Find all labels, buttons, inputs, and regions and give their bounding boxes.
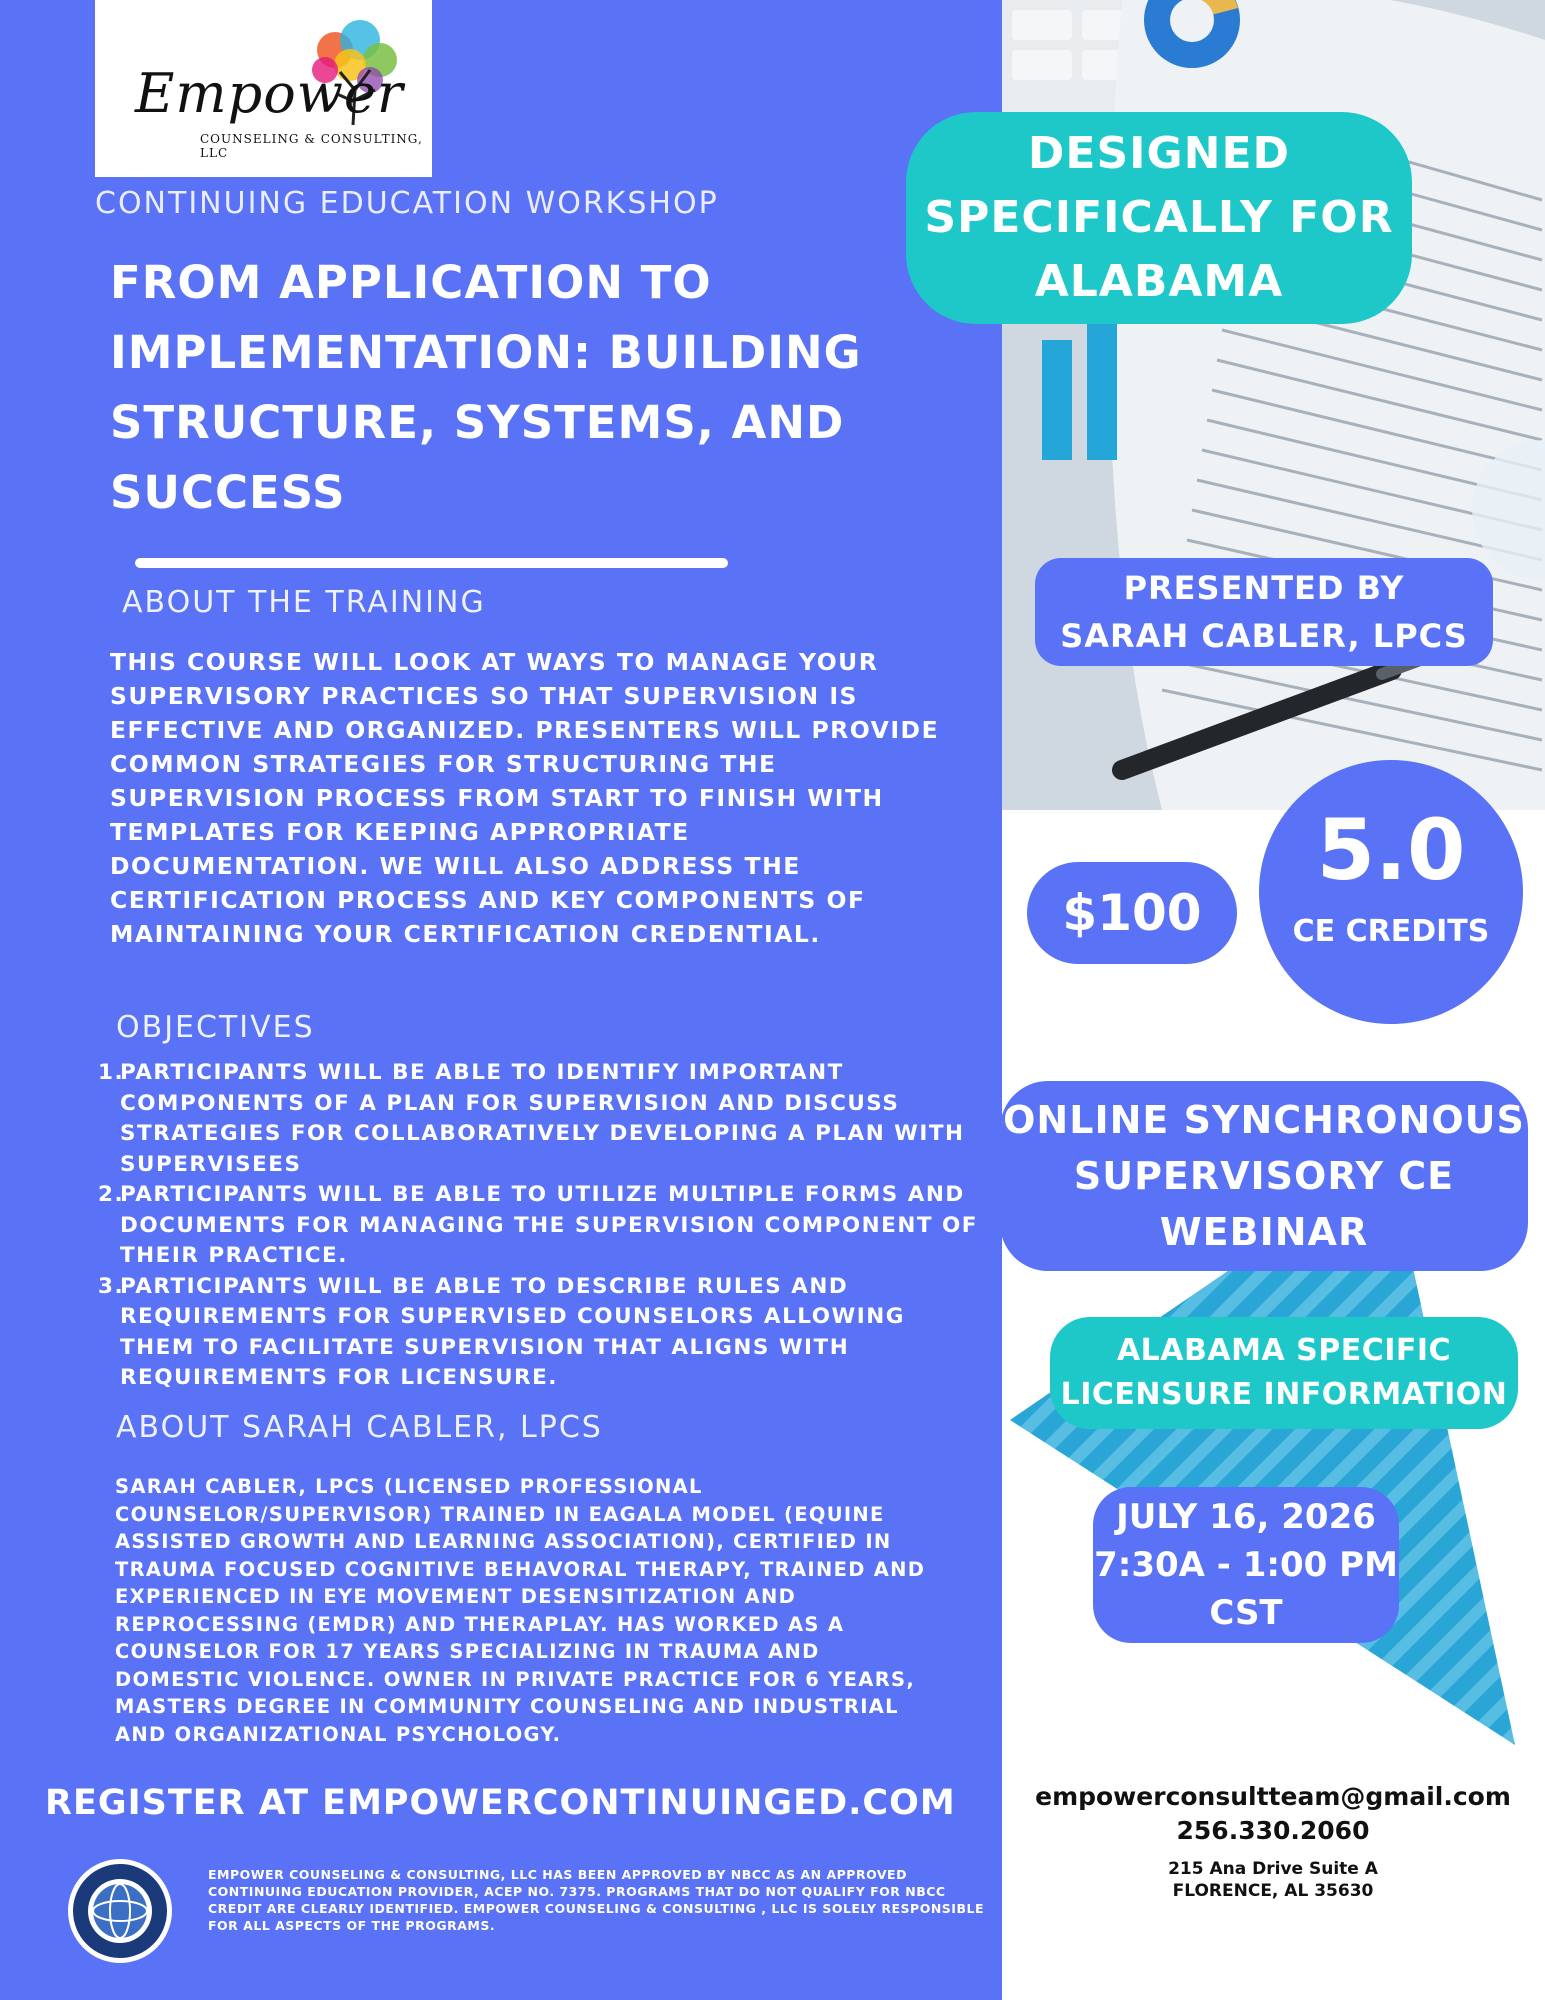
contact-block [1008,1780,1538,1902]
objective-item [98,1272,978,1394]
workshop-title: FROM APPLICATION TO IMPLEMENTATION: BUILDING STRUCTURE, SYSTEMS, AND SUCCESS [110,256,862,519]
alabama-licensure-badge [1050,1317,1518,1429]
bio-heading: ABOUT SARAH CABLER, LPCS [116,1410,603,1445]
presented-by-label: PRESENTED BY [1123,569,1405,607]
logo-subtitle: COUNSELING & CONSULTING, LLC [200,132,423,160]
contact-address-line-2: FLORENCE, AL 35630 [1172,1881,1374,1901]
specific-line-2: LICENSURE INFORMATION [1060,1377,1508,1412]
logo-wordmark: Empower [135,62,404,125]
objectives-list [98,1058,978,1394]
bio-text: SARAH CABLER, LPCS (LICENSED PROFESSIONAL COUNSELOR/SUPERVISOR) TRAINED IN EAGALA MODEL (EQUINE ASSISTED GROWTH AND LEARNING ASSOCIATION), CERTIFIED IN TRAUMA FOCUSED COGNITIVE BEHAVORAL THERAPY, TRAINED AND EXPERIENCED IN EYE MOVEMENT DESENSITIZATION AND REPROCESSING (EMDR) AND THERAPLAY. HAS WORKED AS A COUNSELOR FOR 17 YEARS SPECIALIZING IN TRAUMA AND DOMESTIC VIOLENCE. OWNER IN PRIVATE PRACTICE FOR 6 YEARS, MASTERS DEGREE IN COMMUNITY COUNSELING AND INDUSTRIAL AND ORGANIZATIONAL PSYCHOLOGY. [115,1475,926,1746]
presenter-badge [1035,558,1493,666]
event-timezone: CST [1209,1593,1283,1633]
contact-email[interactable]: empowerconsultteam@gmail.com [1035,1782,1511,1811]
objective-item [98,1180,978,1272]
price-badge: $100 [1027,862,1237,964]
objective-text: PARTICIPANTS WILL BE ABLE TO UTILIZE MULTIPLE FORMS AND DOCUMENTS FOR MANAGING THE SUPERVISION COMPONENT OF THEIR PRACTICE. [120,1182,978,1268]
ce-credits-badge [1259,760,1523,1024]
objective-text: PARTICIPANTS WILL BE ABLE TO IDENTIFY IMPORTANT COMPONENTS OF A PLAN FOR SUPERVISION AND DISCUSS STRATEGIES FOR COLLABORATIVELY DEVELOPING A PLAN WITH SUPERVISEES [120,1060,965,1177]
title-divider [135,558,728,568]
credits-label: CE CREDITS [1292,914,1490,949]
event-date-badge [1093,1487,1399,1643]
about-text: THIS COURSE WILL LOOK AT WAYS TO MANAGE YOUR SUPERVISORY PRACTICES SO THAT SUPERVISION IS EFFECTIVE AND ORGANIZED. PRESENTERS WILL PROVIDE COMMON STRATEGIES FOR STRUCTURING THE SUPERVISION PROCESS FROM START TO FINISH WITH TEMPLATES FOR KEEPING APPROPRIATE DOCUMENTATION. WE WILL ALSO ADDRESS THE CERTIFICATION PROCESS AND KEY COMPONENTS OF MAINTAINING YOUR CERTIFICATION CREDENTIAL. [110,648,940,948]
contact-phone[interactable]: 256.330.2060 [1176,1816,1370,1845]
webinar-format-badge [1000,1081,1528,1271]
about-heading: ABOUT THE TRAINING [122,585,486,620]
designed-line-1: DESIGNED [1027,128,1291,179]
online-line-3: WEBINAR [1159,1210,1369,1254]
objective-number: 1. [98,1060,125,1085]
nbcc-seal-icon [65,1856,175,1966]
contact-address-line-1: 215 Ana Drive Suite A [1168,1859,1378,1879]
credits-value: 5.0 [1316,801,1466,899]
objective-item [98,1058,978,1180]
designed-for-alabama-badge [906,112,1412,324]
company-logo [95,0,432,177]
designed-line-2: SPECIFICALLY FOR [924,192,1394,243]
presenter-name: SARAH CABLER, LPCS [1060,617,1468,655]
event-date: JULY 16, 2026 [1116,1497,1376,1537]
designed-line-3: ALABAMA [1034,256,1284,307]
nbcc-disclaimer: EMPOWER COUNSELING & CONSULTING, LLC HAS BEEN APPROVED BY NBCC AS AN APPROVED CONTINUING EDUCATION PROVIDER, ACEP NO. 7375. PROGRAMS THAT DO NOT QUALIFY FOR NBCC CREDIT ARE CLEARLY IDENTIFIED. EMPOWER COUNSELING & CONSULTING , LLC IS SOLELY RESPONSIBLE FOR ALL ASPECTS OF THE PROGRAMS. [208,1867,984,1933]
objectives-heading: OBJECTIVES [116,1010,315,1045]
objective-text: PARTICIPANTS WILL BE ABLE TO DESCRIBE RULES AND REQUIREMENTS FOR SUPERVISED COUNSELORS ALLOWING THEM TO FACILITATE SUPERVISION THAT ALIGNS WITH REQUIREMENTS FOR LICENSURE. [120,1273,905,1390]
objective-number: 3. [98,1273,125,1299]
event-time: 7:30A - 1:00 PM [1094,1545,1398,1585]
specific-line-1: ALABAMA SPECIFIC [1116,1333,1452,1368]
online-line-1: ONLINE SYNCHRONOUS [1003,1098,1525,1142]
register-link[interactable]: REGISTER AT EMPOWERCONTINUINGED.COM [45,1783,956,1823]
objective-number: 2. [98,1182,125,1207]
workshop-kicker: CONTINUING EDUCATION WORKSHOP [95,186,719,221]
online-line-2: SUPERVISORY CE [1073,1154,1455,1198]
